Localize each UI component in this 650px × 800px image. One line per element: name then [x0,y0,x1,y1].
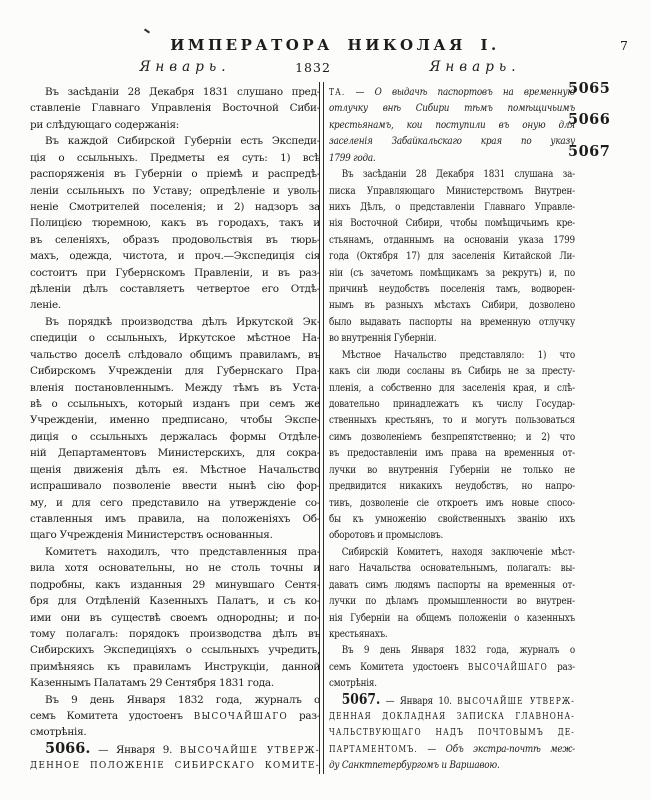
text-line [30,511,320,527]
text-segment: Въ засѣданіи 28 Декабря 1831 слушано пред- [45,86,320,98]
text-segment: ній Департаментовъ Министерскихъ, для сокра- [30,447,320,460]
text-segment: неніе Смотрителей поселенія; и 2) надзоръ за [30,200,320,213]
margin-entry-number: 5067 [568,143,611,160]
text-segment: ВЫСОЧАЙШЕ УТВЕРЖ- [179,745,320,756]
text-segment: причинѣ неудобствъ поселенія тамъ, водворен- [329,283,575,296]
text-line [30,708,320,724]
text-line [329,692,575,708]
text-segment: нихъ Дѣлъ, о представленіи Главнаго Управле- [329,200,575,213]
text-segment: смотрѣнія. [329,677,377,690]
text-segment: довательно принадлежатъ къ числу Государ- [329,398,575,411]
text-segment: 1799 года. [329,151,376,164]
text-line [329,314,575,330]
text-segment: подробны, какъ изданныя 29 минувшаго Сентя- [30,578,320,591]
text-segment: ція о ссыльныхъ. Предметы ея суть: 1) всѣ [30,151,320,164]
text-line [329,577,575,593]
text-segment: семъ Комитета удостоенъ [329,660,468,673]
text-line [329,363,575,379]
text-segment: отлучку внѣ Сибири тѣмъ помѣщичьимъ [329,102,575,115]
text-line [329,527,575,543]
text-segment: тивъ, дозволеніе сіе откроетъ имъ новые спосо- [329,496,575,509]
text-line [329,610,575,626]
text-line [329,445,575,461]
text-line [329,642,575,658]
text-line [30,412,320,428]
text-line [30,478,320,494]
text-segment: ставленныя имъ правила, на положеніяхъ Об- [30,512,320,525]
text-line [30,265,320,281]
text-line [329,232,575,248]
text-segment: оборотовъ и промысловъ. [329,529,444,542]
text-segment: диція о ссыльныхъ держалась формы Отдѣле- [30,430,320,443]
text-line [30,232,320,248]
text-line [329,495,575,511]
text-segment: — [345,86,375,98]
text-segment: раз- [288,710,320,723]
text-segment: тому полагалъ: порядокъ производства дѣлъ въ [30,627,320,640]
text-segment: дѣленіи дѣлъ составляетъ четвертое его Отдѣ- [30,283,320,296]
year-heading: 1832 [295,60,331,75]
text-line [30,183,320,199]
text-segment: ВЫСОЧАЙШАГО [193,712,288,723]
text-segment: — Января 9. [90,743,180,756]
text-line [329,659,575,675]
text-line [329,380,575,396]
text-line [329,675,575,691]
text-line [30,462,320,478]
text-line [30,757,320,773]
text-segment: нія Восточной Сибири, чтобы помѣщичьимъ кре- [329,217,575,230]
text-segment: О выдачѣ паспортовъ на временную [374,86,575,98]
text-segment: нымъ въ разныхъ мѣстахъ Сибири, дозволено [329,299,575,312]
text-segment: чальство доселѣ слѣдовало общимъ правиламъ, въ [30,348,320,361]
text-line [30,100,320,116]
text-segment: Въ порядкѣ производства дѣлъ Иркутской Эк- [45,315,320,328]
text-line [329,265,575,281]
text-segment: ніи (съ зачетомъ помѣщикамъ за рекрутъ) и, по [329,266,575,279]
text-segment: му, и для сего представило на утвержденіе со- [30,496,320,509]
text-line [30,281,320,297]
text-segment: — [417,742,446,755]
text-line [30,380,320,396]
text-line [30,363,320,379]
text-line [329,347,575,363]
text-line [30,642,320,658]
right-column-text [329,84,575,774]
text-segment: состоитъ при Губернскомъ Правленіи, и въ раз- [30,266,320,279]
text-segment: смотрѣнія. [30,726,87,739]
entry-number: 5067. [341,690,381,708]
text-segment: давать симъ людямъ паспорты на временныя от- [329,578,575,591]
text-line [329,708,575,724]
text-segment: Казеннымъ Палатамъ 29 Сентября 1831 года. [30,677,274,690]
text-line [30,544,320,560]
text-segment: года (Октября 17) для заселенія Китайской Ли- [329,250,575,263]
text-segment: Объ экстра-почтѣ меж- [445,742,575,755]
text-line [329,741,575,757]
text-line [30,560,320,576]
text-line [30,215,320,231]
text-line [30,297,320,313]
text-segment: вила хотя основательны, но не столь точны и [30,562,320,575]
text-segment: ПАРТАМЕНТОМЪ. [329,744,418,755]
page-number: 7 [620,38,628,53]
text-line [329,511,575,527]
text-segment: ВЫСОЧАЙШЕ УТВЕРЖ- [457,696,575,707]
text-segment: раз- [547,660,575,673]
text-segment: Сибирскій Комитетъ, находя заключеніе мѣст- [341,545,575,558]
text-segment: ЧАЛЬСТВУЮЩАГО НАДЪ ПОЧТОВЫМЪ ДЕ- [329,728,575,739]
text-segment: Полицією тюремною, какъ въ городахъ, такъ и [30,217,320,230]
left-column [30,84,320,774]
text-line [30,626,320,642]
text-line [329,412,575,428]
text-segment: наго Начальства основательнымъ, полагалъ: вы- [329,562,575,575]
text-segment: спедиціи о ссыльныхъ, Иркутское мѣстное На- [30,332,320,345]
text-segment: Мѣстное Начальство представляло: 1) что [341,348,575,361]
text-line [30,199,320,215]
text-line [30,495,320,511]
text-segment: лучки по дѣламъ промышленности во внутрен- [329,595,575,608]
text-segment: бря для Отдѣленій Казенныхъ Палатъ, и съ ко- [30,595,320,608]
text-line [329,248,575,264]
text-segment: Въ 9 день Января 1832 года, журналъ о [341,644,575,657]
text-segment: щаго Учрежденія Министерствъ основанныя. [30,529,273,542]
text-line [329,297,575,313]
text-line [329,330,575,346]
text-line [30,133,320,149]
text-segment: писка Управляющаго Министерствомъ Внутрен- [329,184,575,197]
text-line [329,133,575,149]
scan-artifact [144,28,150,33]
text-segment: ри слѣдующаго содержанія: [30,118,180,131]
text-segment: Въ каждой Сибирской Губерніи есть Экспеди- [45,135,320,148]
text-segment: леніи ссыльныхъ по Уставу; опредѣленіе и уволь- [30,184,320,197]
text-line [329,560,575,576]
text-segment: лучки во внутреннія Губерніи не только не [329,463,575,476]
text-segment: вленія постановленнымъ. Между тѣмъ въ Уста- [30,381,320,394]
text-line [329,166,575,182]
text-segment: ду Санктпетербургомъ и Варшавою. [329,759,500,772]
text-segment: ственныхъ крестьянъ, то и могутъ пользоваться [329,414,575,427]
text-line [30,675,320,691]
text-segment: ДЕННАЯ ДОКЛАДНАЯ ЗАПИСКА ГЛАВНОНА- [329,712,575,723]
text-segment: стьянамъ, отданнымъ на основаніи указа 1799 [329,233,575,246]
text-line [30,724,320,740]
text-segment: махъ, одежда, чистота, и проч.—Экспедиція сія [30,250,320,263]
text-segment: заселенія Забайкальскаго края по указу [329,135,575,148]
text-line [329,100,575,116]
text-line [329,396,575,412]
text-line [329,215,575,231]
text-segment: бы къ умноженію свойственныхъ званію ихъ [329,512,575,525]
text-line [329,544,575,560]
entry-number: 5066. [45,739,91,757]
month-heading-right: Январь. [429,59,521,75]
text-line [30,741,320,757]
text-segment: вѣ о ссыльныхъ, который изданъ при семъ же [30,398,320,411]
text-segment: предвидится никакихъ неудобствъ, но напро- [329,480,575,493]
text-line [329,150,575,166]
text-segment: Сибирскомъ Учрежденіи для Губернскаго Пра- [30,365,320,378]
text-segment: семъ Комитета удостоенъ [30,710,194,723]
text-line [30,577,320,593]
text-segment: во внутреннія Губерніи. [329,332,437,345]
margin-entry-number: 5066 [568,111,611,128]
text-line [30,429,320,445]
right-column [329,84,576,774]
text-segment: какъ сіи люди сосланы въ Сибирь не за престу- [329,365,575,378]
text-segment: ДЕННОЕ ПОЛОЖЕНІЕ СИБИРСКАГО КОМИТЕ- [30,761,320,772]
text-line [30,166,320,182]
text-line [30,396,320,412]
text-line [30,314,320,330]
text-segment: нія Губерніи на общемъ положеніи о казенныхъ [329,611,575,624]
text-line [329,183,575,199]
text-line [329,429,575,445]
text-segment: щенія движенія дѣлъ ея. Мѣстное Начальство [30,463,320,476]
margin-entry-number: 5065 [568,80,611,97]
text-line [329,478,575,494]
text-line [30,659,320,675]
text-segment: — Января 10. [380,694,458,707]
text-segment: ВЫСОЧАЙШАГО [467,662,548,673]
text-segment: было выдавать паспорты на временную отлучку [329,315,575,328]
text-segment: Въ 9 день Января 1832 года, журналъ о [45,693,320,706]
text-line [30,692,320,708]
text-line [329,462,575,478]
text-line [30,610,320,626]
text-line [30,445,320,461]
text-segment: испрашивало позволеніе ввести нынѣ сію фор- [30,480,320,493]
text-line [30,593,320,609]
text-segment: ими они въ существѣ своемъ однородны; и по- [30,611,320,624]
text-segment: распоряженія въ Губерніи о пріемѣ и распредѣ- [30,168,320,181]
text-segment: леніе. [30,299,61,312]
text-segment: въ предоставленіи имъ права на временныя от- [329,447,575,460]
text-segment: крестьянахъ. [329,627,388,640]
text-line [329,757,575,773]
text-line [30,527,320,543]
text-segment: ставленіе Главнаго Управленія Восточной Сиби- [30,102,320,115]
text-segment: Комитетъ находилъ, что представленныя пра- [45,545,320,558]
text-line [329,281,575,297]
text-segment: Сибирскихъ Экспедиціяхъ о ссыльныхъ учредить, [30,644,320,657]
text-segment: крестьянамъ, кои поступили въ оную для [329,118,575,131]
text-line [329,724,575,740]
text-line [329,117,575,133]
text-segment: симъ дозволеніемъ безпрепятственно; и 2) что [329,430,575,443]
text-line [30,330,320,346]
text-line [329,593,575,609]
text-segment: ТА. [329,88,346,98]
text-line [329,199,575,215]
text-line [30,117,320,133]
text-line [329,84,575,100]
text-line [30,84,320,100]
text-segment: примѣняясь къ правиламъ Инструкціи, данной [30,660,320,673]
text-segment: Въ засѣданіи 28 Декабря 1831 слушана за- [341,168,575,181]
text-line [329,626,575,642]
text-segment: пленія, а собственно для заселенія края, и слѣ- [329,381,575,394]
month-heading-left: Январь. [139,59,231,75]
running-head: ИМПЕРАТОРА НИКОЛАЯ I. [170,36,500,54]
text-line [30,150,320,166]
text-segment: въ селеніяхъ, образъ продовольствія въ тюрь- [30,233,320,246]
text-line [30,347,320,363]
text-segment: Учрежденіи, именно предписано, чтобы Экспе- [30,414,320,427]
text-line [30,248,320,264]
